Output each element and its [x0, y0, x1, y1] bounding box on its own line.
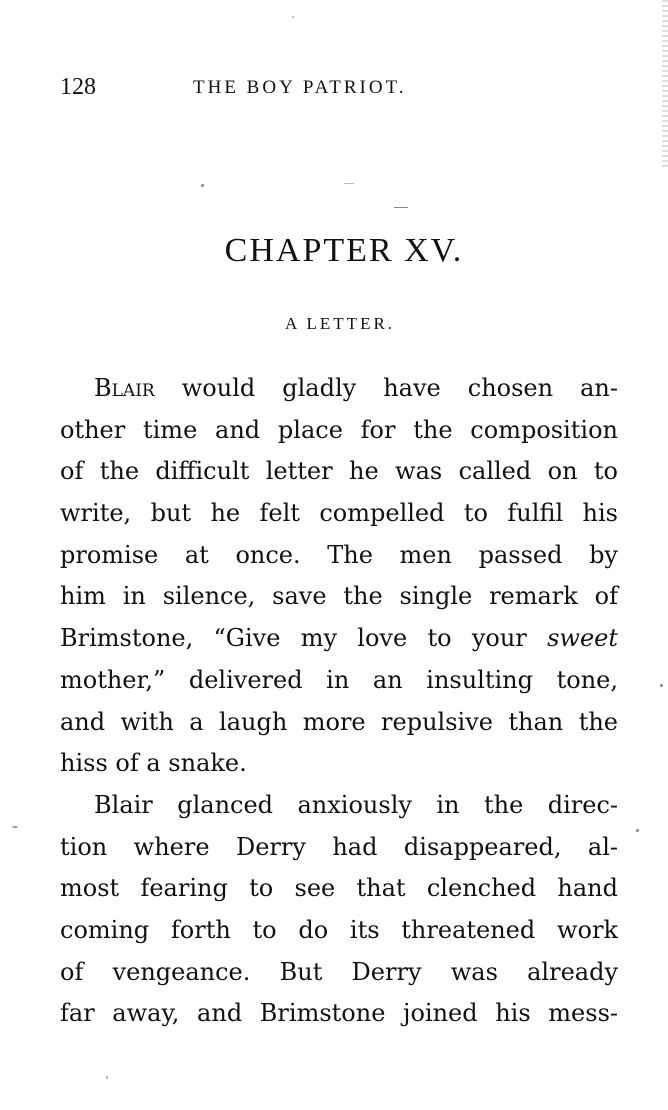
italic-word: sweet [547, 624, 618, 653]
scan-speck [12, 826, 18, 828]
scan-speck [394, 207, 408, 208]
text-line: Brimstone, “Give my love to your sweet [60, 624, 618, 653]
page-edge-shadow [662, 0, 668, 170]
text-line: of vengeance. But Derry was already [60, 957, 618, 986]
text-line: mother,” delivered in an insulting tone, [60, 665, 618, 694]
scan-speck [106, 1076, 108, 1079]
text-line: write, but he felt compelled to fulfil his [60, 499, 618, 528]
text-line: Blair would gladly have chosen an- [94, 374, 618, 402]
text-line: promise at once. The men passed by [60, 540, 618, 569]
text-line: hiss of a snake. [60, 749, 247, 778]
chapter-title: CHAPTER XV. [224, 232, 464, 269]
text-line: far away, and Brimstone joined his mess- [60, 999, 618, 1028]
text-line: coming forth to do its threatened work [60, 915, 618, 944]
scan-speck [292, 16, 294, 18]
text-line: and with a laugh more repulsive than the [60, 707, 618, 736]
scan-speck [201, 184, 204, 187]
scan-speck [636, 829, 639, 832]
running-title: THE BOY PATRIOT. [193, 77, 407, 98]
page-number: 128 [60, 74, 96, 100]
body-text [60, 368, 618, 1035]
text-line: tion where Derry had disappeared, al- [60, 832, 618, 861]
small-caps-word: Blair [94, 374, 155, 402]
text-line: him in silence, save the single remark of [60, 582, 618, 611]
text-line: most fearing to see that clenched hand [60, 874, 618, 903]
running-head [60, 74, 620, 106]
scan-speck [344, 183, 354, 184]
chapter-subtitle: A LETTER. [284, 314, 396, 333]
scan-speck [660, 684, 663, 687]
text-line: of the difficult letter he was called on to [60, 457, 618, 486]
text-line: other time and place for the composition [60, 415, 618, 444]
text-line: Blair glanced anxiously in the direc- [94, 790, 618, 819]
